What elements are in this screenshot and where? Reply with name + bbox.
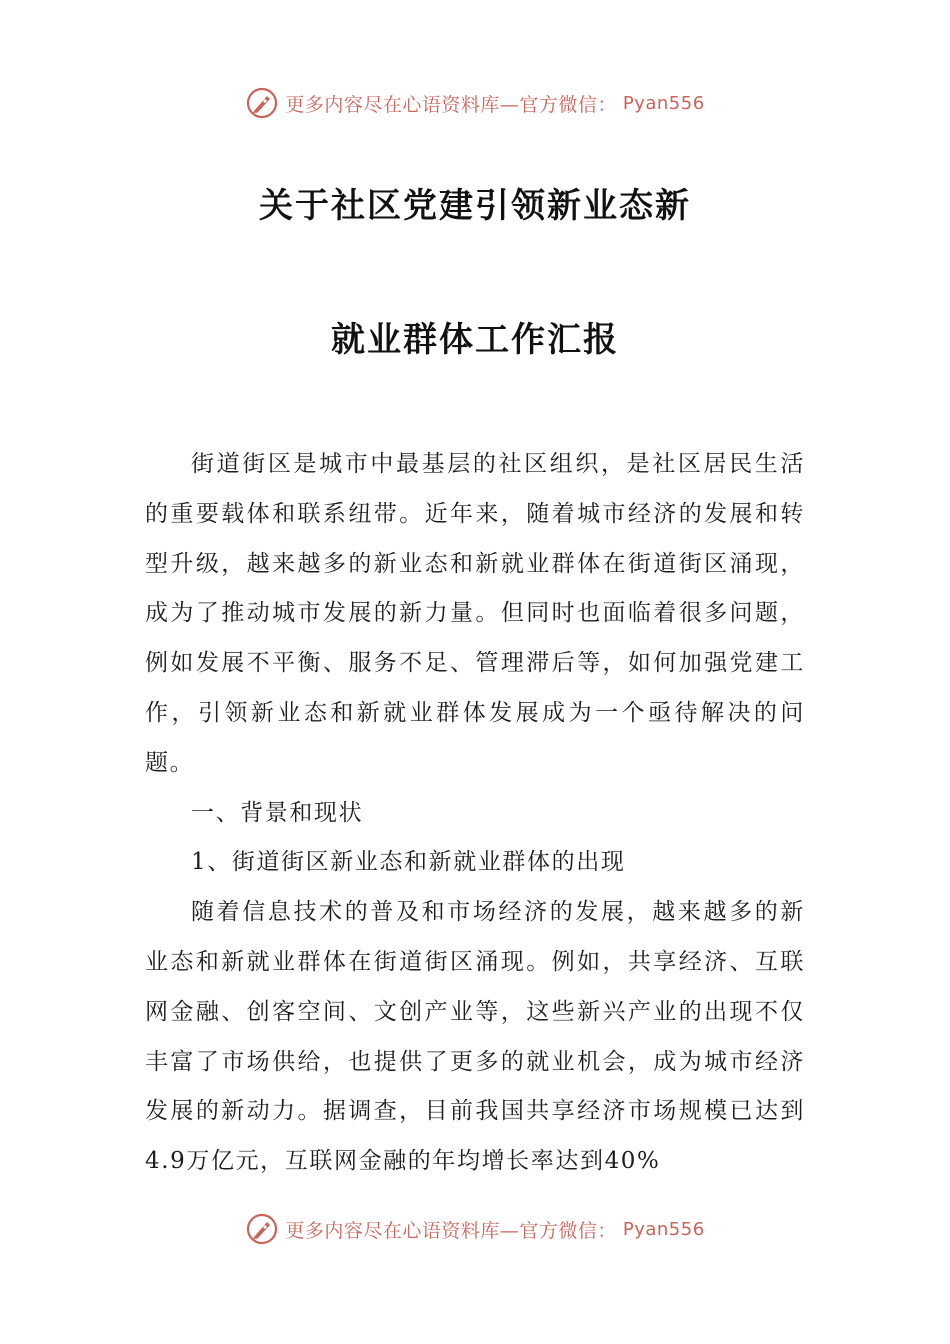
watermark-wechat-id: Pyan556 <box>622 92 705 114</box>
watermark-text: 更多内容尽在心语资料库—官方微信： <box>285 1219 617 1242</box>
watermark-text: 更多内容尽在心语资料库—官方微信： <box>285 93 617 116</box>
header-watermark <box>0 86 950 120</box>
subsection-heading-new-business: 1、街道街区新业态和新就业群体的出现 <box>191 849 626 876</box>
section-heading-background: 一、背景和现状 <box>191 799 364 826</box>
watermark-wechat-id: Pyan556 <box>622 1218 705 1240</box>
body-paragraph-intro: 街道街区是城市中最基层的社区组织，是社区居民生活的重要载体和联系纽带。近年来，随着城市经济的发展和转型升级，越来越多的新业态和新就业群体在街道街区涌现，成为了推动城市发展的新力量。但同时也面临着很多问题，例如发展不平衡、服务不足、管理滞后等，如何加强党建工作，引领新业态和新就业群体发展成为一个亟待解决的问题。 <box>145 451 805 776</box>
pen-nib-logo-icon <box>245 86 279 120</box>
document-title-line-2: 就业群体工作汇报 <box>331 320 619 360</box>
pen-nib-logo-icon <box>245 1212 279 1246</box>
footer-watermark <box>0 1212 950 1246</box>
body-paragraph-new-business: 随着信息技术的普及和市场经济的发展，越来越多的新业态和新就业群体在街道街区涌现。例如，共享经济、互联网金融、创客空间、文创产业等，这些新兴产业的出现不仅丰富了市场供给，也提供了更多的就业机会，成为城市经济发展的新动力。据调查，目前我国共享经济市场规模已达到4.9万亿元，互联网金融的年均增长率达到40% <box>145 899 805 1175</box>
document-title-line-1: 关于社区党建引领新业态新 <box>259 186 691 226</box>
document-body <box>145 440 805 1187</box>
